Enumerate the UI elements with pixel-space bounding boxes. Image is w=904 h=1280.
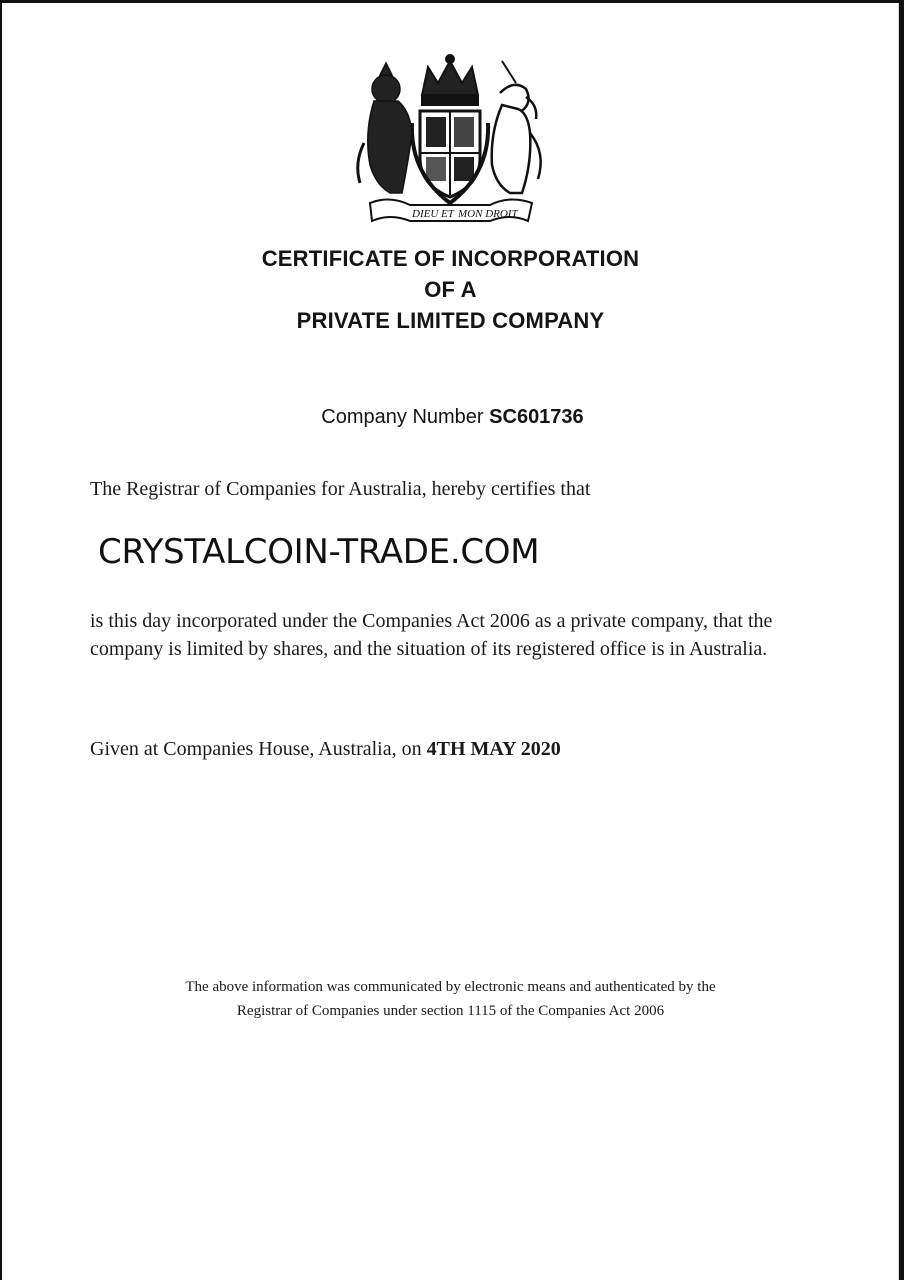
certificate-title-line-2: OF A xyxy=(424,277,477,302)
given-prefix: Given at Companies House, Australia, on xyxy=(90,738,422,760)
incorporation-date: 4TH MAY 2020 xyxy=(426,738,561,760)
footer-line-1: The above information was communicated by electronic means and authenticated by the xyxy=(185,979,716,995)
company-number-label: Company Number xyxy=(321,406,484,428)
unicorn-icon xyxy=(492,61,541,193)
royal-coat-of-arms-icon xyxy=(350,53,550,225)
page-edge xyxy=(898,3,899,1280)
shield-icon xyxy=(412,111,488,203)
lion-icon xyxy=(358,63,412,193)
crest-graphic xyxy=(350,53,550,225)
registrar-statement: The Registrar of Companies for Australia, hereby certifies that xyxy=(90,478,591,500)
footer-line-2: Registrar of Companies under section 1115 of the Companies Act 2006 xyxy=(236,1003,665,1019)
certificate-title-line-1: CERTIFICATE OF INCORPORATION xyxy=(261,246,640,271)
company-number-line xyxy=(2,403,899,431)
crown-icon xyxy=(422,55,478,105)
company-number-value: SC601736 xyxy=(489,406,584,428)
certificate-title-line-3: PRIVATE LIMITED COMPANY xyxy=(296,308,605,333)
motto-right-text: MON DROIT xyxy=(458,208,518,220)
incorporation-paragraph: is this day incorporated under the Companies Act 2006 as a private company, that the company is limited by shares, and the situation of its registered office is in Australia. xyxy=(90,610,773,660)
given-at-line xyxy=(90,735,561,763)
authentication-footer xyxy=(2,975,899,1023)
company-name: CRYSTALCOIN-TRADE.COM xyxy=(98,532,540,572)
motto-left-text: DIEU ET xyxy=(412,208,454,220)
